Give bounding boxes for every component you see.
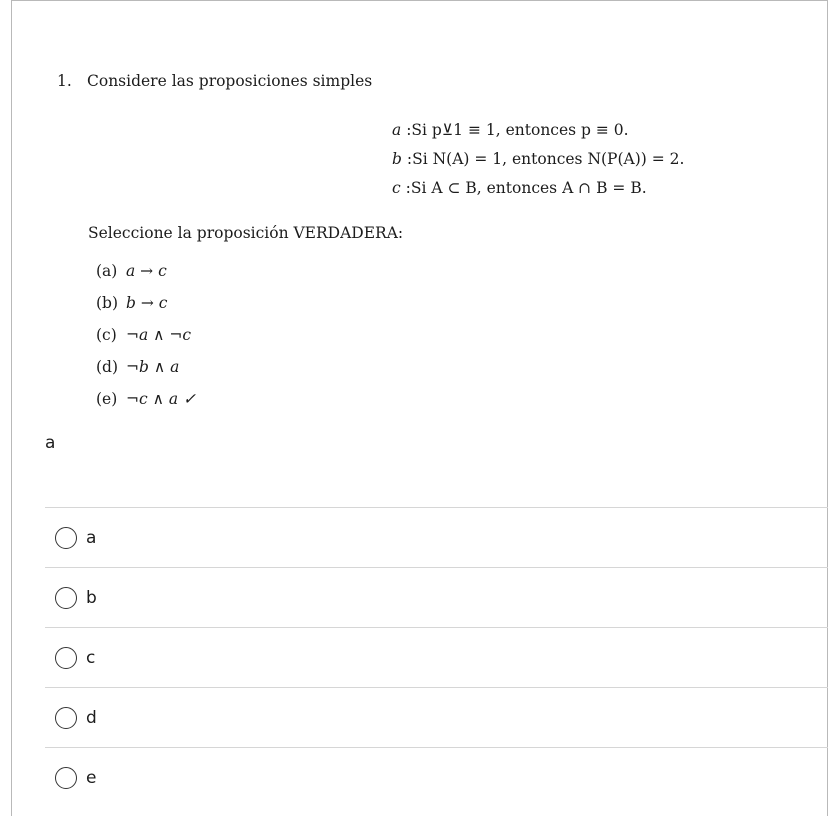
- radio-button-e[interactable]: [55, 767, 77, 789]
- radio-button-b[interactable]: [55, 587, 77, 609]
- question-number: 1.: [57, 72, 72, 90]
- choice-a[interactable]: [45, 507, 828, 567]
- question-stem: [57, 72, 372, 90]
- choice-c[interactable]: [45, 627, 828, 687]
- choice-label-c: c: [86, 647, 96, 668]
- choice-b[interactable]: [45, 567, 828, 627]
- choice-label-d: d: [86, 707, 97, 728]
- proposition-a: a :Si p⊻1 ≡ 1, entonces p ≡ 0.: [392, 121, 629, 139]
- source-option-e: (e) ¬c ∧ a ✓: [96, 390, 197, 408]
- source-options-list: [96, 256, 196, 416]
- choice-d[interactable]: [45, 687, 828, 747]
- proposition-b: b :Si N(A) = 1, entonces N(P(A)) = 2.: [392, 150, 685, 168]
- source-option-d: (d) ¬b ∧ a: [96, 358, 180, 376]
- source-option-a: (a) a → c: [96, 262, 167, 280]
- radio-button-a[interactable]: [55, 527, 77, 549]
- radio-button-d[interactable]: [55, 707, 77, 729]
- source-option-c: (c) ¬a ∧ ¬c: [96, 326, 192, 344]
- radio-button-c[interactable]: [55, 647, 77, 669]
- source-option-b: (b) b → c: [96, 294, 168, 312]
- choice-label-a: a: [86, 527, 97, 548]
- answer-text: a: [45, 433, 56, 453]
- choice-label-b: b: [86, 587, 97, 608]
- choice-label-e: e: [86, 767, 97, 788]
- choice-e[interactable]: [45, 747, 828, 807]
- question-instruction: Seleccione la proposición VERDADERA:: [88, 224, 404, 242]
- answer-choices: [45, 507, 828, 807]
- question-stem-text: Considere las proposiciones simples: [87, 72, 373, 90]
- propositions-block: [392, 116, 684, 203]
- proposition-c: c :Si A ⊂ B, entonces A ∩ B = B.: [392, 179, 647, 197]
